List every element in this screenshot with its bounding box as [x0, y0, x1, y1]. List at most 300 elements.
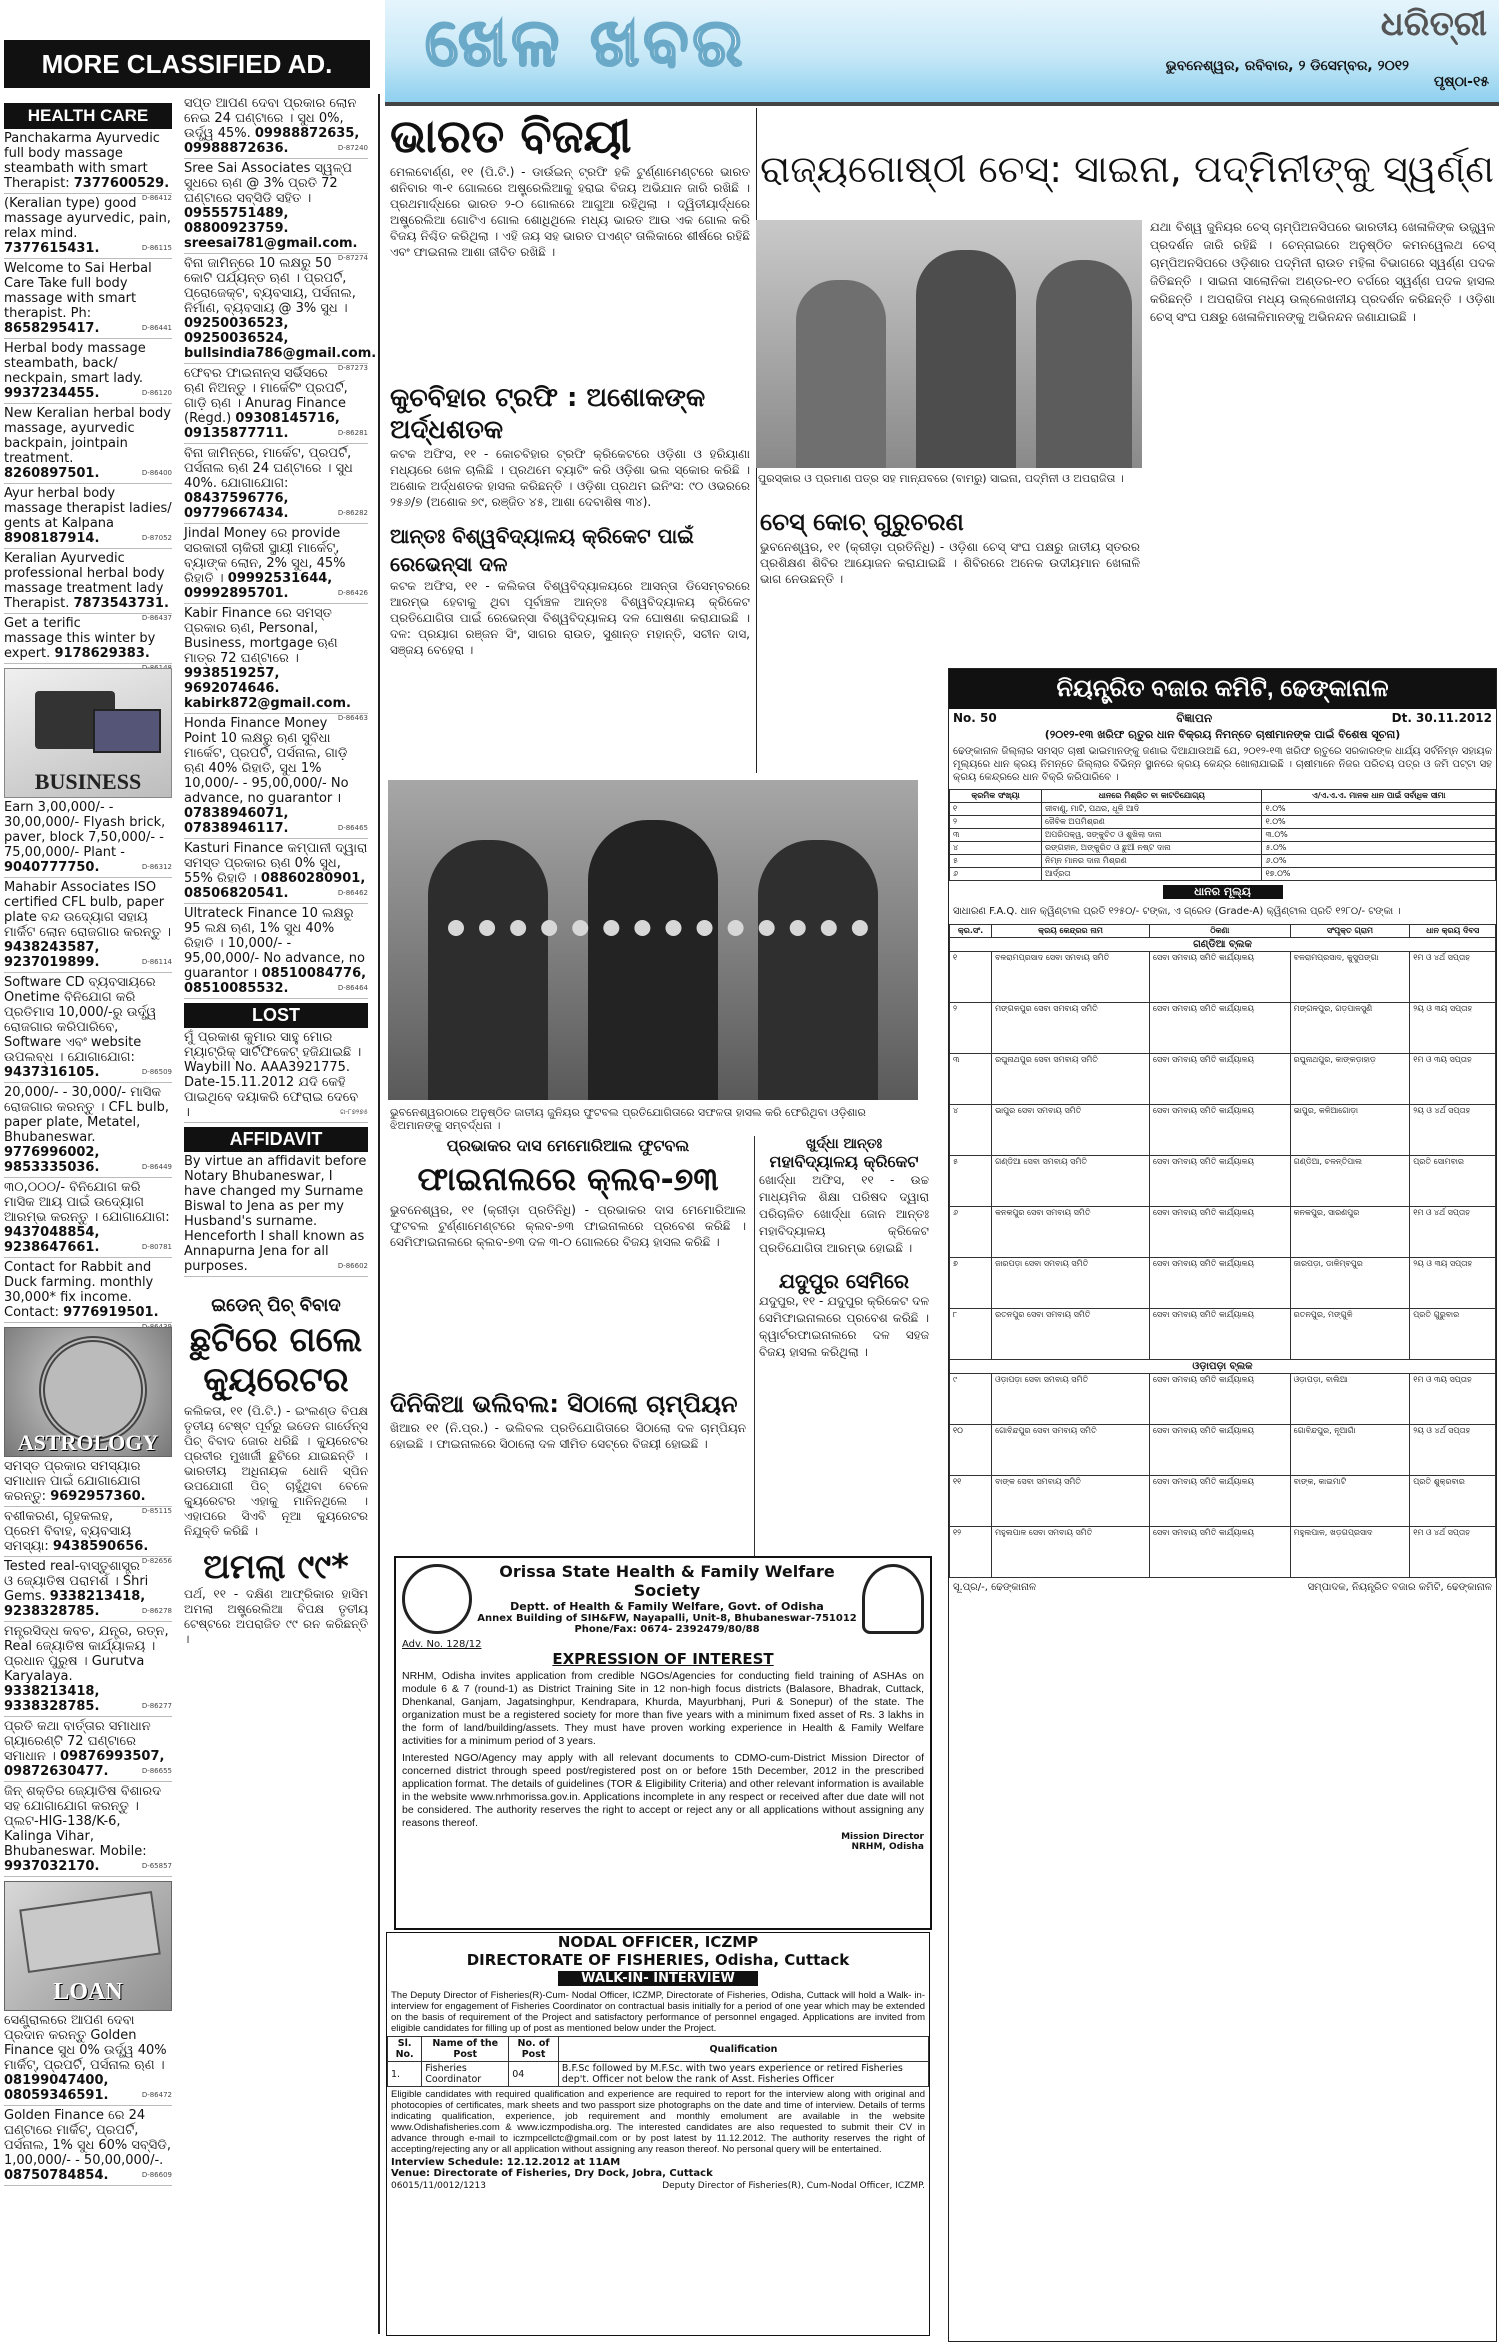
- brand-logo: ଧରିତ୍ରୀ: [1380, 4, 1487, 44]
- table-cell: ୧୧: [950, 1476, 992, 1527]
- health-ad: [4, 129, 172, 202]
- table-cell: ଜାରପଡ଼ା ସେବା ସମବାୟ ସମିତି: [992, 1258, 1150, 1309]
- volley-body: ଖିଆର ୧୧ (ନି.ପ୍ର.) - ଭଲିବଲ ପ୍ରତିଯୋଗିତାରେ ସିଠାଲୋ ଦଳ ଚାମ୍ପିୟନ ହୋଇଛି । ଫାଇନାଲରେ ସିଠାଲୋ ଦଳ ସୀମିତ ସେଟ୍‌ରେ ବିଜୟୀ ହୋଇଛି ।: [390, 1421, 746, 1451]
- ad-text: Sree Sai Associates ସ୍ୱଳ୍ପ ସୁଧରେ ଋଣ @ 3% ପ୍ରତି 72 ଘଣ୍ଟାରେ ସବ୍ସିଡି ସହିତ ।: [184, 161, 352, 206]
- fish-cell: Fisheries Coordinator: [422, 2062, 509, 2087]
- table-row: [950, 1258, 1496, 1309]
- ad-code: D-86120: [141, 389, 172, 397]
- table-cell: ସେବା ସମବାୟ ସମିତି କାର୍ଯ୍ୟାଳୟ: [1149, 1207, 1290, 1258]
- ad-text: Herbal body massage steambath, back/ neckpain, smart lady.: [4, 341, 146, 386]
- column-divider: [378, 94, 380, 2334]
- finance-ad: [184, 604, 368, 722]
- bharat-article: [390, 108, 750, 368]
- fish-col: No. of Post: [509, 2037, 559, 2062]
- guru-headline: ଚେସ୍ କୋଚ୍ ଗୁରୁଚରଣ: [760, 508, 964, 536]
- table-row: [950, 1156, 1496, 1207]
- ad-phone: 08199047400, 08059346591.: [4, 2073, 109, 2103]
- cooch-headline: କୁଚବିହାର ଟ୍ରଫି : ଅଶୋକଙ୍କ ଅର୍ଦ୍ଧଶତକ: [390, 383, 706, 445]
- table-cell: ଅପରିପକ୍ୱ, ସଙ୍କୁଚିତ ଓ ଶୁଖିଲା ଦାନା: [1041, 829, 1262, 842]
- ad-phone: 07838946071, 07838946117.: [184, 806, 289, 836]
- ad-text: Ayur herbal body massage therapist ladies/ gents at Kalpana: [4, 486, 172, 531]
- fish-footer: Eligible candidates with required qualification and experience are required to report for the interview along with original and photocopies of certificates, mark sheets and two passport size photographs on the date and time of interview. Details of terms indicating qualification, experience, job requirement and monthly emolument are available in the website www.Odishafisheries.com & www.iczmpodisha.org. The interested candidates are also requested to submit their CV in advance through e-mail to iczmpcellctc@gmail.com or by post latest by 11.12.2012. The authority reserves the right of accepting/rejecting any or all application without assigning any reason thereof. No personal query will be entertained.: [391, 2089, 925, 2155]
- ad-text: Software CD ବ୍ୟବସାୟରେ Onetime ବିନିଯୋଗ କରି ପ୍ରତିମାସ 10,000/-ରୁ ଉର୍ଦ୍ଧ୍ୱ ରୋଜଗାର କରିପାରିବେ, Software ଏବଂ website ଉପଲବ୍ଧ । ଯୋଗାଯୋଗ:: [4, 975, 157, 1065]
- table-row: [950, 868, 1496, 881]
- ad-code: D-87052: [141, 534, 172, 542]
- block-header: ଗଣ୍ଡିଆ ବ୍ଲକ: [950, 938, 1496, 952]
- table-row: [950, 1476, 1496, 1527]
- block-header: ଓଡ଼ାପଡ଼ା ବ୍ଲକ: [950, 1360, 1496, 1374]
- ad-text: Kasturi Finance କମ୍ପାନୀ ଦ୍ୱାରା ସମସ୍ତ ପ୍ରକାର ଋଣ 0% ସୁଧ, 55% ରିହାତି ।: [184, 841, 368, 886]
- ad-phone: 09308145716, 09135877711.: [184, 411, 340, 441]
- lost-notice: ମୁଁ ପ୍ରକାଶ କୁମାର ସାହୁ ମୋର ମ୍ୟାଟ୍ରିକ୍ ସାର୍ଟିଫିକେଟ୍ ହଜିଯାଇଛି । Waybill No. AAA3921775. Date-15.11.2012 ଯଦି କେହି ପାଇଥିବେ ଦୟାକରି ଫେରାଇ ଦେବେ । ଗ-୮୭୨୭୫: [184, 1028, 368, 1123]
- eden-kicker: ଇଡେନ୍ ପିଚ୍ ବିବାଦ: [211, 1295, 341, 1316]
- ad-text: ବିନା ଜାମିନ୍‌ରେ, ମାର୍କେଟ, ପ୍ରପର୍ଟି, ପର୍ସନାଲ ଋଣ 24 ଘଣ୍ଟାରେ । ସୁଧ 40%. ଯୋଗାଯୋଗ:: [184, 446, 353, 491]
- table-cell: ୧ମ ଓ ୪ର୍ଥ ସପ୍ତାହ: [1410, 952, 1496, 1003]
- table-cell: ୧: [950, 803, 1042, 816]
- amla-body: ପର୍ଥ, ୧୧ - ଦକ୍ଷିଣ ଆଫ୍ରିକାର ହାସିମ ଅମଲା ଅଷ୍ଟ୍ରେଲିଆ ବିପକ୍ଷ ତୃତୀୟ ଟେଷ୍ଟରେ ଅପରାଜିତ ୯୯ ରନ କରିଛନ୍ତି ।: [184, 1587, 368, 1646]
- table-cell: ପ୍ରତି ଶୁକ୍ରବାର: [1410, 1476, 1496, 1527]
- table-cell: ୭: [950, 1258, 992, 1309]
- table-cell: ଓଡ଼ାପଡ଼ା, ବାଲିଆ: [1290, 1374, 1410, 1425]
- table-row: [950, 855, 1496, 868]
- orissa-health-ad: [394, 1556, 932, 1930]
- finance-ad: [184, 94, 368, 159]
- table-row: [950, 842, 1496, 855]
- ad-phone: 08750784854.: [4, 2168, 109, 2183]
- table-cell: ପ୍ରତି ସୋମବାର: [1410, 1156, 1496, 1207]
- khurda-kicker: ଖୁର୍ଦ୍ଧା ଆନ୍ତଃ: [805, 1136, 883, 1152]
- table-cell: ଓଡ଼ାପଡ଼ା ସେବା ସମବାୟ ସମିତି: [992, 1374, 1150, 1425]
- table-cell: ସେବା ସମବାୟ ସମିତି କାର୍ଯ୍ୟାଳୟ: [1149, 1374, 1290, 1425]
- table-cell: ୧୨: [950, 1527, 992, 1578]
- quality-table: [949, 789, 1496, 881]
- orissa-sign1: Mission Director: [841, 1832, 924, 1842]
- business-ad: [4, 1178, 172, 1258]
- ad-text: ଜିନ୍ ଶକ୍ତିର ଜ୍ୟୋତିଷ ବିଶାରଦ ସହ ଯୋଗାଯୋଗ କରନ୍ତୁ । ପ୍ଲଟ-HIG-138/K-6, Kalinga Vihar, Bhubaneswar. Mobile:: [4, 1784, 162, 1859]
- ad-text: Earn 3,00,000/- - 30,00,000/- Flyash brick, paver, block 7,50,000/- - 75,00,000/- Plant -: [4, 800, 166, 860]
- table-cell: ରଘୁନାଥପୁର ସେବା ସମବାୟ ସମିତି: [992, 1054, 1150, 1105]
- ad-code: D-86609: [141, 2171, 172, 2179]
- table-cell: ସେବା ସମବାୟ ସମିତି କାର୍ଯ୍ୟାଳୟ: [1149, 1527, 1290, 1578]
- ad-code: D-86463: [337, 714, 368, 722]
- ad-phone: 9437316105.: [4, 1065, 100, 1080]
- fish-intro: The Deputy Director of Fisheries(R)-Cum- Nodal Officer, ICZMP, Directorate of Fisheries, Odisha, Cuttack will hold a Walk- in- interview for engagement of Fisheries Coordinator on contractual basis initially for a period of one year which may be extended on the basis of requirement of the Project and satisfactory performance of personnel engaged. Applications are invited from eligible candidates for filling up of post as mentioned below under the Project.: [391, 1990, 925, 2034]
- fish-venue: Venue: Directorate of Fisheries, Dry Dock, Jobra, Cuttack: [391, 2168, 713, 2179]
- ad-code: D-86312: [141, 863, 172, 871]
- table-cell: ସେବା ସମବାୟ ସମିତି କାର୍ଯ୍ୟାଳୟ: [1149, 952, 1290, 1003]
- fish-heading: WALK-IN- INTERVIEW: [558, 1971, 758, 1986]
- chess-body: [1150, 218, 1495, 648]
- table-cell: ୪: [950, 842, 1042, 855]
- finance-ad: [184, 524, 368, 604]
- business-ad: [4, 1258, 172, 1323]
- ad-text: Contact for Rabbit and Duck farming. monthly 30,000* fix income. Contact:: [4, 1260, 154, 1320]
- football-girls-photo: [388, 780, 918, 1100]
- table-cell: ୧ମ ଓ ୩ୟ ସପ୍ତାହ: [1410, 1054, 1496, 1105]
- centers-table: [949, 924, 1496, 1578]
- ad-phone: 9937234455.: [4, 386, 100, 401]
- fish-col: Qualification: [558, 2037, 928, 2062]
- ad-code: D-86465: [337, 824, 368, 832]
- ad-text: Welcome to Sai Herbal Care Take full body massage with smart therapist. Ph:: [4, 261, 152, 321]
- football-article: [390, 1136, 746, 1386]
- jadupur-body: ଯଦୁପୁର, ୧୧ - ଯଦୁପୁର କ୍ରିକେଟ ଦଳ ସେମିଫାଇନାଲରେ ପ୍ରବେଶ କରିଛି । କ୍ୱାର୍ଟରଫାଇନାଲରେ ଦଳ ସହଜ ବିଜୟ ହାସଲ କରିଥିଲା ।: [759, 1294, 929, 1359]
- table-cell: ୧ମ ଓ ୪ର୍ଥ ସପ୍ତାହ: [1410, 1527, 1496, 1578]
- classified-col-1: [4, 103, 172, 2335]
- table-cell: ସେବା ସମବାୟ ସମିତି କାର୍ଯ୍ୟାଳୟ: [1149, 1003, 1290, 1054]
- person-figure: [428, 840, 548, 1100]
- table-cell: ନିମ୍ନ ମାନର ଦାନା ମିଶ୍ରଣ: [1041, 855, 1262, 868]
- table-cell: ରତନପୁର ସେବା ସମବାୟ ସମିତି: [992, 1309, 1150, 1360]
- health-ad: [4, 339, 172, 404]
- ad-phone: 08510084776, 08510085532.: [184, 966, 367, 996]
- market-intro: ଢେଙ୍କାନାଳ ଜିଲ୍ଲାର ସମସ୍ତ ଚାଷୀ ଭାଇମାନଙ୍କୁ ଜଣାଇ ଦିଆଯାଉଅଛି ଯେ, ୨୦୧୨-୧୩ ଖରିଫ ଋତୁରେ ସରକାରଙ୍କ ଧାର୍ଯ୍ୟ ସର୍ବନିମ୍ନ ସହାୟକ ମୂଲ୍ୟରେ ଧାନ କ୍ରୟ ନିମନ୍ତେ ଜିଲ୍ଲାର ବିଭିନ୍ନ ସ୍ଥାନରେ କ୍ରୟ କେନ୍ଦ୍ର ଖୋଲାଯାଇଛି । ଚାଷୀମାନେ ନିଜର ପରିଚୟ ପତ୍ର ଓ ଜମି ପଟ୍ଟା ସହ କ୍ରୟ କେନ୍ଦ୍ରରେ ଧାନ ବିକ୍ରି କରିପାରିବେ ।: [953, 746, 1492, 783]
- astrology-ad: [4, 1622, 172, 1717]
- khurda-body: ଖୋର୍ଦ୍ଧା ଅଫିସ, ୧୧ - ଉଚ୍ଚ ମାଧ୍ୟମିକ ଶିକ୍ଷା ପରିଷଦ ଦ୍ୱାରା ପରିଚାଳିତ ଖୋର୍ଦ୍ଧା ଜୋନ ଆନ୍ତଃ ମହାବିଦ୍ୟାଳୟ କ୍ରିକେଟ ପ୍ରତିଯୋଗିତା ଆରମ୍ଭ ହୋଇଛି ।: [759, 1173, 929, 1255]
- table-cell: ଗୋବିନ୍ଦପୁର ସେବା ସମବାୟ ସମିତି: [992, 1425, 1150, 1476]
- ad-phone: 7377600529.: [73, 176, 170, 191]
- health-care-header: HEALTH CARE: [4, 103, 172, 129]
- table-row: [950, 1105, 1496, 1156]
- person-figure: [796, 280, 886, 468]
- garland-decoration: [448, 920, 868, 966]
- table-cell: ଭାପୁର, କଳିଆଗୋଡ଼ା: [1290, 1105, 1410, 1156]
- ad-text: ୩୦,୦୦୦/- ବିନିଯୋଗ କରି ମାସିକ ଆୟ ପାଇଁ ଉଦ୍ୟୋଗ ଆରମ୍ଭ କରନ୍ତୁ । ଯୋଗାଯୋଗ:: [4, 1180, 170, 1225]
- ad-text: Ultrateck Finance 10 ଲକ୍ଷରୁ 95 ଲକ୍ଷ ଋଣ, 1% ସୁଧ 40% ରିହାତି । 10,000/- - 95,00,000/- No advance, no guarantor ।: [184, 906, 365, 981]
- chess-caption: ପୁରସ୍କାର ଓ ପ୍ରମାଣ ପତ୍ର ସହ ମାନ୍ଯବରେ (ବାମରୁ) ସାଇନା, ପଦ୍ମିନୀ ଓ ଅପରାଜିତା ।: [758, 472, 1124, 485]
- table-cell: ସେବା ସମବାୟ ସମିତି କାର୍ଯ୍ୟାଳୟ: [1149, 1105, 1290, 1156]
- nrhm-logo: [402, 1564, 472, 1634]
- market-committee-ad: [948, 668, 1497, 2342]
- table-cell: ପ୍ରତି ଗୁରୁବାର: [1410, 1309, 1496, 1360]
- table-row: [950, 816, 1496, 829]
- fish-col: Name of the Post: [422, 2037, 509, 2062]
- ad-phone: 08437596776, 09779667434.: [184, 491, 289, 521]
- inter-article: [390, 522, 750, 762]
- khurda-article: [754, 1136, 929, 1556]
- market-foot-right: ସମ୍ପାଦକ, ନିୟନ୍ତ୍ରିତ ବଜାର କମିଟି, ଢେଙ୍କାନାଳ: [1307, 1582, 1492, 1593]
- dateline: ଭୁବନେଶ୍ୱର, ରବିବାର, ୨ ଡିସେମ୍ବର, ୨୦୧୨: [1165, 58, 1409, 74]
- loan-image: [4, 1881, 172, 2011]
- ad-code: D-86509: [141, 1068, 172, 1076]
- inter-body: କଟକ ଅଫିସ, ୧୧ - କଲିକତା ବିଶ୍ୱବିଦ୍ୟାଳୟରେ ଆସନ୍ତା ଡିସେମ୍ବରରେ ଆରମ୍ଭ ହେବାକୁ ଥିବା ପୂର୍ବାଞ୍ଚଳ ଆନ୍ତଃ ବିଶ୍ୱବିଦ୍ୟାଳୟ କ୍ରିକେଟ ପ୍ରତିଯୋଗିତା ପାଇଁ ରେଭେନ୍ସା ବିଶ୍ୱବିଦ୍ୟାଳୟ ଦଳ ଘୋଷଣା କରାଯାଇଛି । ଦଳ: ପ୍ରୟାଗ ରଞ୍ଜନ ସିଂ, ସାଗର ରାଉତ, ସୁଶାନ୍ତ ମହାନ୍ତି, ସଚୀନ ଦାସ, ସଞ୍ଜୟ ବେହେରା ।: [390, 579, 750, 657]
- banknote-icon: [19, 1891, 161, 1973]
- fish-sign: Deputy Director of Fisheries(R), Cum-Nodal Officer, ICZMP.: [662, 2181, 925, 2191]
- price-header: ଧାନର ମୂଲ୍ୟ: [1163, 885, 1283, 899]
- table-cell: ବାଙ୍କ, କାଇମାଟି: [1290, 1476, 1410, 1527]
- ad-text: Get a terific massage this winter by expert.: [4, 616, 156, 661]
- table-cell: ସେବା ସମବାୟ ସମିତି କାର୍ଯ୍ୟାଳୟ: [1149, 1156, 1290, 1207]
- eden-headline: ଛୁଟିରେ ଗଲେ କ୍ୟୁରେଟର: [189, 1320, 363, 1400]
- finance-ads-list: [184, 94, 377, 999]
- table-cell: ୧.୦%: [1262, 816, 1496, 829]
- ad-phone: 9338213418, 9338328785.: [4, 1684, 100, 1714]
- ad-code: D-86449: [141, 1163, 172, 1171]
- ad-phone: 9776919501.: [63, 1305, 159, 1320]
- business-ad: [4, 878, 172, 973]
- table-cell: ସେବା ସମବାୟ ସମିତି କାର୍ଯ୍ୟାଳୟ: [1149, 1258, 1290, 1309]
- table-cell: ୧: [950, 952, 992, 1003]
- fish-col: Sl. No.: [388, 2037, 422, 2062]
- ad-text: Jindal Money ରେ provide ସରକାରୀ ଚାକିରୀ ସ୍ଥାୟୀ ମାର୍କେଟ୍, ବ୍ୟାଙ୍କ ଲୋନ, 2% ସୁଧ, 45% ରିହାତି ।: [184, 526, 346, 586]
- ad-text: ସମସ୍ତ ପ୍ରକାର ସମସ୍ୟାର ସମାଧାନ ପାଇଁ ଯୋଗାଯୋଗ କରନ୍ତୁ:: [4, 1459, 141, 1504]
- ad-phone: 09876993507, 09872630477.: [4, 1749, 165, 1779]
- table-cell: ୨: [950, 1003, 992, 1054]
- table-row: [950, 803, 1496, 816]
- chess-headline: ରାଜ୍ୟଗୋଷ୍ଠୀ ଚେସ୍: ସାଇନା, ପଦ୍ମିନୀଙ୍କୁ ସ୍ୱର୍ଣ୍ଣ: [760, 147, 1494, 191]
- market-no: No. 50: [953, 711, 997, 725]
- ad-phone: 7873543731.: [73, 596, 169, 611]
- table-cell: ମଙ୍ଗଳପୁର ସେବା ସମବାୟ ସମିତି: [992, 1003, 1150, 1054]
- table-cell: ଜୀବାଣୁ, ମାଟି, ପଥର, ଧୂଳି ଆଦି: [1041, 803, 1262, 816]
- ad-code: D-86437: [141, 614, 172, 622]
- orissa-line3: Phone/Fax: 0674- 2392479/80/88: [574, 1624, 760, 1635]
- zodiac-wheel-icon: [39, 1336, 147, 1444]
- ad-phone: 7377615431.: [4, 241, 100, 256]
- market-subtitle: ବିଜ୍ଞାପନ: [1176, 711, 1213, 725]
- ad-code: D-86412: [141, 194, 172, 202]
- table-cell: ୬.୦%: [1262, 855, 1496, 868]
- table-cell: ୧ମ ଓ ୩ୟ ସପ୍ତାହ: [1410, 1374, 1496, 1425]
- ad-phone: 9776996002, 9853335036.: [4, 1145, 100, 1175]
- orissa-sign2: NRHM, Odisha: [851, 1842, 924, 1852]
- lost-header: LOST: [184, 1003, 368, 1028]
- chess-photo: [756, 220, 1142, 468]
- person-figure: [916, 250, 1016, 468]
- fish-schedule: Interview Schedule: 12.12.2012 at 11AM: [391, 2157, 621, 2168]
- table-cell: ସେବା ସମବାୟ ସମିତି କାର୍ଯ୍ୟାଳୟ: [1149, 1054, 1290, 1105]
- bharat-body: ମେଲବୋର୍ଣ୍ଣ, ୧୧ (ପି.ଟି.) - ଡାର୍ଉଇନ୍ ଟ୍ରଫି ହକି ଟୁର୍ଣ୍ଣାମେଣ୍ଟରେ ଭାରତ ଶନିବାର ୩-୧ ଗୋଲରେ ଅଷ୍ଟ୍ରେଲିଆକୁ ହରାଇ ବିଜୟ ଅଭିଯାନ ଜାରି ରଖିଛି । ପ୍ରଥମାର୍ଦ୍ଧରେ ଭାରତ ୨-୦ ଗୋଲରେ ଆଗୁଆ ରହିଥିଲା । ଦ୍ୱିତୀୟାର୍ଦ୍ଧରେ ଅଷ୍ଟ୍ରେଲିଆ ଗୋଟିଏ ଗୋଲ ଶୋଧିଥିଲେ ମଧ୍ୟ ଭାରତ ଆଉ ଏକ ଗୋଲ କରି ବିଜୟ ନିଶ୍ଚିତ କରିଥିଲା । ଏହି ଜୟ ସହ ଭାରତ ପଏଣ୍ଟ ତାଲିକାରେ ଶୀର୍ଷରେ ରହିଛି ଏବଂ ଫାଇନାଲ ଆଶା ଜୀବିତ ରଖିଛି ।: [390, 165, 750, 259]
- football-headline: ଫାଇନାଲରେ କ୍ଲବ-୭୩: [417, 1160, 719, 1198]
- orissa-body: NRHM, Odisha invites application from credible NGOs/Agencies for conducting field training of ASHAs on module 6 & 7 (round-1) as District Training Site in 12 non-high focus districts (Balasore, Bhadrak, Cuttack, Dhenkanal, Ganjam, Jagatsinghpur, Kendrapara, Khurda, Mayurbhanj, Puri & Sonepur) of the state. The organization must be a registered society for more than five years with a minimum fixed asset of Rs. 3 lakhs in the form of land/building/assets. They must have proven working experience in Health & Family Welfare activities for a minimum period of 3 years.: [402, 1670, 924, 1747]
- market-subtitle2: (୨୦୧୨-୧୩ ଖରିଫ ଋତୁର ଧାନ ବିକ୍ରୟ ନିମନ୍ତେ ଚାଷୀମାନଙ୍କ ପାଇଁ ବିଶେଷ ସୂଚନା): [1044, 728, 1401, 741]
- table-cell: ଜାରପଡ଼ା, ଡାଳିମ୍ବପୁର: [1290, 1258, 1410, 1309]
- ad-phone: 8908187914.: [4, 531, 100, 546]
- ad-code: D-87240: [337, 144, 368, 152]
- table-row: [950, 1207, 1496, 1258]
- fish-ref: 06015/11/0012/1213: [391, 2181, 486, 2191]
- chess-body-text: ଯଥା ବିଶ୍ୱ ଜୁନିୟର ଚେସ୍ ଚାମ୍ପିଅନସିପରେ ଭାରତୀୟ ଖେଳାଳିଙ୍କ ଉଜ୍ଜ୍ୱଳ ପ୍ରଦର୍ଶନ ଜାରି ରହିଛି । ଚେନ୍ନାଇରେ ଅନୁଷ୍ଠିତ କମନୱେଲଥ ଚେସ୍ ଚାମ୍ପିଅନସିପରେ ଓଡ଼ିଶାର ପଦ୍ମିନୀ ରାଉତ ମହିଳା ବିଭାଗରେ ସ୍ୱର୍ଣ୍ଣ ପଦକ ଜିତିଛନ୍ତି । ସାଇନା ସାଲୋନିକା ଅଣ୍ଡର-୧୦ ବର୍ଗରେ ସ୍ୱର୍ଣ୍ଣ ପଦକ ହାସଲ କରିଛନ୍ତି । ଅପରାଜିତା ମଧ୍ୟ ଉଲ୍ଲେଖନୀୟ ପ୍ରଦର୍ଶନ କରିଛନ୍ତି । ଓଡ଼ିଶା ଚେସ୍ ସଂଘ ପକ୍ଷରୁ ଖେଳାଳିମାନଙ୍କୁ ଅଭିନନ୍ଦନ ଜଣାଯାଇଛି ।: [1150, 220, 1495, 324]
- table-cell: ଆର୍ଦ୍ରତା: [1041, 868, 1262, 881]
- chess-headline-box: [760, 140, 1495, 204]
- ad-text: ସପ୍ତ ଆପଣ ଦେବା ପ୍ରକାର ଲୋନ ନେଇ 24 ଘଣ୍ଟାରେ । ସୁଧ 0%, ଉର୍ଦ୍ଧ୍ୱ 45%.: [184, 96, 357, 141]
- fish-line1: NODAL OFFICER, ICZMP: [557, 1933, 759, 1951]
- classified-header: MORE CLASSIFIED AD.: [4, 40, 370, 88]
- ad-text: Kabir Finance ରେ ସମସ୍ତ ପ୍ରକାର ଋଣ, Personal, Business, mortgage ଋଣ ମାତ୍ର 72 ଘଣ୍ଟାରେ ।: [184, 606, 338, 666]
- centers-col-header: କ୍ରୟ କେନ୍ଦ୍ରର ନାମ: [992, 925, 1150, 938]
- centers-col-header: କ୍ର.ସଂ.: [950, 925, 992, 938]
- ad-code: D-86278: [141, 1607, 172, 1615]
- orissa-org: Orissa State Health & Family Welfare Society: [499, 1562, 835, 1600]
- ad-code: D-80781: [141, 1243, 172, 1251]
- orissa-line1: Deptt. of Health & Family Welfare, Govt. of Odisha: [510, 1600, 824, 1613]
- table-cell: ୧୦: [950, 1425, 992, 1476]
- fish-cell: B.F.Sc followed by M.F.Sc. with two years experience or retired Fisheries dep't. Officer not below the rank of Asst. Fisheries Officer: [558, 2062, 928, 2087]
- affidavit-header: AFFIDAVIT: [184, 1127, 368, 1152]
- table-row: [950, 1374, 1496, 1425]
- ad-phone: 9437048854, 9238647661.: [4, 1225, 100, 1255]
- masthead-banner: [385, 0, 1499, 106]
- ad-code: D-86464: [337, 984, 368, 992]
- table-cell: ୫.୦%: [1262, 842, 1496, 855]
- table-row: [950, 1054, 1496, 1105]
- jadupur-headline: ଯଦୁପୁର ସେମିରେ: [778, 1269, 910, 1293]
- table-cell: ୨ୟ ଓ ୩ୟ ସପ୍ତାହ: [1410, 1258, 1496, 1309]
- table-cell: ୧ମ ଓ ୪ର୍ଥ ସପ୍ତାହ: [1410, 1207, 1496, 1258]
- ad-phone: 9178629383.: [54, 646, 150, 661]
- table-cell: ଗୋବିନ୍ଦପୁର, ନୂଆଗାଁ: [1290, 1425, 1410, 1476]
- table-cell: ସେବା ସମବାୟ ସମିତି କାର୍ଯ୍ୟାଳୟ: [1149, 1425, 1290, 1476]
- orissa-line2: Annex Building of SIH&FW, Nayapalli, Unit-8, Bhubaneswar-751012: [477, 1613, 857, 1624]
- ad-text: Honda Finance Money Point 10 ଲକ୍ଷରୁ ଋଣ ସୁବିଧା ମାର୍କେଟ, ପ୍ରପର୍ଟି, ପର୍ସନାଲ, ଗାଡ଼ି ଋଣ 40% ରିହାତି, ସୁଧ 1% 10,000/- - 95,00,000/- No advance, no guarantor ।: [184, 716, 349, 806]
- ad-text: ମନ୍ତ୍ରସିଦ୍ଧ କବଚ, ଯନ୍ତ୍ର, ରତ୍ନ, Real ଜ୍ୟୋତିଷ କାର୍ଯ୍ୟାଳୟ । ପ୍ରଧାନ ପୁରୁଷ । Gurutva Karyalaya.: [4, 1624, 169, 1684]
- ad-text: Keralian Ayurvedic professional herbal body massage treatment lady Therapist.: [4, 551, 165, 611]
- table-cell: ୨ୟ ଓ ୪ର୍ଥ ସପ୍ତାହ: [1410, 1425, 1496, 1476]
- ad-phone: 08860280901, 08506820541.: [184, 871, 366, 901]
- fish-cell: 1.: [388, 2062, 422, 2087]
- ad-text: (Keralian type) good massage ayurvedic, pain, relax mind.: [4, 196, 171, 241]
- centers-col-header: ଧାନ କ୍ରୟ ଦିବସ: [1410, 925, 1496, 938]
- table-cell: ଗଣ୍ଡିଆ ସେବା ସମବାୟ ସମିତି: [992, 1156, 1150, 1207]
- loan-ad: [4, 2106, 172, 2186]
- ad-code: D-86462: [337, 889, 368, 897]
- laptop-icon: [93, 709, 161, 753]
- table-cell: ୬: [950, 1207, 992, 1258]
- ad-phone: 9338213418, 9238328785.: [4, 1589, 146, 1619]
- ad-code: D-87273: [337, 364, 368, 372]
- football-photo-caption: ଭୁବନେଶ୍ୱରଠାରେ ଅନୁଷ୍ଠିତ ଜାତୀୟ ଜୁନିୟର ଫୁଟବଲ ପ୍ରତିଯୋଗିତାରେ ସଫଳତା ହାସଲ କରି ଫେରିଥିବା ଓଡ଼ିଶାର ଝିଅମାନଙ୍କୁ ସମ୍ବର୍ଦ୍ଧନା ।: [390, 1106, 866, 1132]
- finance-ad: [184, 714, 368, 839]
- quality-col-header: ଏ/ଏ.ଏ.ଏ. ମାନକ ଧାନ ପାଇଁ ସର୍ବାଧିକ ସୀମା: [1262, 790, 1496, 803]
- govt-emblem-icon: [862, 1564, 924, 1634]
- centers-col-header: ଠିକଣା: [1149, 925, 1290, 938]
- affidavit-notice: By virtue an affidavit before Notary Bhubaneswar, I have changed my Surname Biswal to Jena as per my Husband's surname. Henceforth I shall known as Annapurna Jena for all purposes. D-86602: [184, 1152, 368, 1277]
- ad-text: ପ୍ରତି କଥା ବାର୍ତ୍ତାର ସମାଧାନ ଗ୍ୟାରେଣ୍ଟି 72 ଘଣ୍ଟାରେ ସମାଧାନ ।: [4, 1719, 151, 1764]
- ad-phone: 9438243587, 9237019899.: [4, 940, 100, 970]
- price-text: ସାଧାରଣ F.A.Q. ଧାନ କ୍ୱିଣ୍ଟାଲ ପ୍ରତି ୧୨୫୦/- ଟଙ୍କା, ଏ ଗ୍ରେଡ (Grade-A) କ୍ୱିଣ୍ଟାଲ ପ୍ରତି ୧୨୮୦/- ଟଙ୍କା ।: [953, 906, 1401, 917]
- table-cell: ରଙ୍ଗହୀନ, ଅଙ୍କୁରିତ ଓ ଛୁଆଁ ନଷ୍ଟ ଦାନା: [1041, 842, 1262, 855]
- table-cell: ୪: [950, 1105, 992, 1156]
- table-cell: ବଳରାମପ୍ରସାଦ, କୁସୁପଙ୍ଗା: [1290, 952, 1410, 1003]
- astrology-label: ASTROLOGY: [17, 1430, 159, 1455]
- table-cell: ବାଙ୍କ ସେବା ସମବାୟ ସମିତି: [992, 1476, 1150, 1527]
- table-cell: ୮: [950, 1309, 992, 1360]
- ad-code: D-86115: [141, 244, 172, 252]
- table-cell: ୩: [950, 829, 1042, 842]
- ad-code: D-86655: [141, 1767, 172, 1775]
- football-body: ଭୁବନେଶ୍ୱର, ୧୧ (କ୍ରୀଡ଼ା ପ୍ରତିନିଧି) - ପ୍ରଭାକର ଦାସ ମେମୋରିଆଲ ଫୁଟବଲ ଟୁର୍ଣ୍ଣାମେଣ୍ଟରେ କ୍ଲବ-୭୩ ଫାଇନାଲରେ ପ୍ରବେଶ କରିଛି । ସେମିଫାଇନାଲରେ କ୍ଲବ-୭୩ ଦଳ ୩-୦ ଗୋଲରେ ବିଜୟ ହାସଲ କରିଛି ।: [390, 1203, 746, 1249]
- market-foot-left: ସୂ.ପ୍ର/-, ଢେଙ୍କାନାଳ: [953, 1582, 1037, 1593]
- football-kicker: ପ୍ରଭାକର ଦାସ ମେମୋରିଆଲ ଫୁଟବଲ: [446, 1136, 690, 1155]
- finance-ad: [184, 839, 368, 904]
- eden-body: କଲିକତା, ୧୧ (ପି.ଟି.) - ଇଂଲଣ୍ଡ ବିପକ୍ଷ ତୃତୀୟ ଟେଷ୍ଟ ପୂର୍ବରୁ ଇଡେନ ଗାର୍ଡେନ୍ସ ପିଚ୍ ବିବାଦ ଜୋର ଧରିଛି । କ୍ୟୁରେଟର ପ୍ରବୀର ମୁଖାର୍ଜୀ ଛୁଟିରେ ଯାଇଛନ୍ତି । ଭାରତୀୟ ଅଧିନାୟକ ଧୋନି ସ୍ପିନ ଉପଯୋଗୀ ପିଚ୍ ଚାହୁଁଥିବା ବେଳେ କ୍ୟୁରେଟର ଏହାକୁ ମାନିନଥିଲେ । ଏହାପରେ ସିଏବି ନୂଆ କ୍ୟୁରେଟର ନିଯୁକ୍ତି କରିଛି ।: [184, 1404, 368, 1538]
- classified-col-2: [184, 94, 377, 2334]
- person-figure: [1036, 260, 1132, 468]
- table-row: [950, 829, 1496, 842]
- table-cell: ୧୭.୦%: [1262, 868, 1496, 881]
- finance-ad: [184, 364, 368, 444]
- centers-col-header: ସଂପୃକ୍ତ ଗ୍ରାମ: [1290, 925, 1410, 938]
- loan-ad: [4, 2011, 172, 2106]
- ad-text: Golden Finance ରେ 24 ଘଣ୍ଟାରେ ମାର୍କିଟ୍, ପ୍ରପର୍ଟି, ପର୍ସନାଲ, 1% ସୁଧ 60% ସବ୍ସିଡି, 1,00,000/- - 50,00,000/-.: [4, 2108, 172, 2168]
- ad-phone: 09555751489, 08800923759. sreesai781@gmail.com.: [184, 206, 358, 251]
- ad-code: D-86400: [141, 469, 172, 477]
- table-cell: ୫: [950, 855, 1042, 868]
- table-cell: ୩: [950, 1054, 992, 1105]
- astrology-image: [4, 1327, 172, 1457]
- amla-headline: ଅମଲା ୯୯*: [203, 1547, 349, 1587]
- khurda-headline: ମହାବିଦ୍ୟାଳୟ କ୍ରିକେଟ: [769, 1152, 919, 1171]
- table-row: [950, 1003, 1496, 1054]
- table-cell: ୬: [950, 868, 1042, 881]
- table-cell: ସେବା ସମବାୟ ସମିତି କାର୍ଯ୍ୟାଳୟ: [1149, 1476, 1290, 1527]
- page-number: ପୃଷ୍ଠା-୧୫: [1433, 74, 1489, 90]
- table-cell: ୨ୟ ଓ ୪ର୍ଥ ସପ୍ତାହ: [1410, 1105, 1496, 1156]
- ad-code: D-85115: [141, 1507, 172, 1515]
- table-cell: ରଘୁନାଥପୁର, କାଙ୍କଡ଼ାହାଡ଼: [1290, 1054, 1410, 1105]
- table-cell: ମହୁଲପାଳ, ଖଡ଼ଗପ୍ରସାଦ: [1290, 1527, 1410, 1578]
- table-cell: ବଳରାମପ୍ରସାଦ ସେବା ସମବାୟ ସମିତି: [992, 952, 1150, 1003]
- astrology-ad: [4, 1717, 172, 1782]
- ad-text: New Keralian herbal body massage, ayurvedic backpain, jointpain treatment.: [4, 406, 171, 466]
- volley-headline: ଦିନିକିଆ ଭଲିବଲ: ସିଠାଲୋ ଚାମ୍ପିୟନ: [390, 1390, 738, 1418]
- table-cell: ଭାପୁର ସେବା ସମବାୟ ସମିତି: [992, 1105, 1150, 1156]
- table-cell: କନକପୁର, ସାରଣପୁର: [1290, 1207, 1410, 1258]
- table-cell: ଗଣ୍ଡିଆ, ଚଳନ୍ତିପାଲ: [1290, 1156, 1410, 1207]
- table-cell: ୧.୦%: [1262, 803, 1496, 816]
- business-label: BUSINESS: [34, 769, 142, 794]
- market-date: Dt. 30.11.2012: [1391, 711, 1492, 725]
- loan-label: LOAN: [53, 1979, 123, 2005]
- ad-phone: 9937032170.: [4, 1859, 100, 1874]
- astrology-ads-list: [4, 1457, 172, 1877]
- ad-code: D-86426: [337, 589, 368, 597]
- ad-text: ଫେବର ଫାଇନାନ୍ସ ସର୍ଭିସରେ ଋଣ ନିଅନ୍ତୁ । ମାର୍କେଟିଂ ପ୍ରପର୍ଟି, ଗାଡ଼ି ଋଣ । Anurag Finance (Regd.): [184, 366, 348, 426]
- bharat-headline: ଭାରତ ବିଜୟୀ: [390, 109, 632, 163]
- market-title: ନିୟନ୍ତ୍ରିତ ବଜାର କମିଟି, ଢେଙ୍କାନାଳ: [949, 669, 1496, 709]
- quality-col-header: ଧାନରେ ମିଶ୍ରିତ ବା କାଟତିଯୋଗ୍ୟ: [1041, 790, 1262, 803]
- health-ad: [4, 259, 172, 339]
- table-row: [950, 952, 1496, 1003]
- table-cell: ୨: [950, 816, 1042, 829]
- finance-ad: [184, 904, 368, 999]
- ad-phone: 9692957360.: [50, 1489, 146, 1504]
- loan-ads-list: [4, 2011, 172, 2186]
- table-cell: ଜୈବିକ ଅପମିଶ୍ରଣ: [1041, 816, 1262, 829]
- business-ad: [4, 1083, 172, 1178]
- ad-text: ସେଣ୍ଟ୍ରାଲରେ ଆପଣ ଦେବା ପ୍ରଦାନ କରନ୍ତୁ Golden Finance ସୁଧ 0% ଉର୍ଦ୍ଧ୍ୱ 40% ମାର୍କିଟ୍, ପ୍ରପର୍ଟି, ପର୍ସନାଲ ଋଣ ।: [4, 2013, 167, 2073]
- business-image: [4, 668, 172, 798]
- ad-code: D-65857: [141, 1862, 172, 1870]
- person-figure: [758, 840, 878, 1100]
- ad-phone: 8260897501.: [4, 466, 100, 481]
- table-cell: କନକପୁର ସେବା ସମବାୟ ସମିତି: [992, 1207, 1150, 1258]
- health-ad: [4, 484, 172, 549]
- business-ad: [4, 973, 172, 1083]
- ad-text: Tested real-ବାସ୍ତୁଶାସ୍ତ୍ର ଓ ଜ୍ୟୋତିଷ ପରାମର୍ଶ । Shri Gems.: [4, 1559, 149, 1604]
- ad-code: D-86114: [141, 958, 172, 966]
- finance-ad: [184, 444, 368, 524]
- business-ads-list: [4, 798, 172, 1323]
- ad-code: D-82656: [141, 1557, 172, 1565]
- fish-table: [387, 2036, 929, 2087]
- cooch-body: କଟକ ଅଫିସ, ୧୧ - କୋଚବିହାର ଟ୍ରଫି କ୍ରିକେଟରେ ଓଡ଼ିଶା ଓ ହରିୟାଣା ମଧ୍ୟରେ ଖେଳ ଚାଲିଛି । ପ୍ରଥମେ ବ୍ୟାଟିଂ କରି ଓଡ଼ିଶା ଭଲ ସ୍କୋର କରିଛି । ଅଶୋକ ଅର୍ଦ୍ଧଶତକ ହାସଲ କରିଛନ୍ତି । ଓଡ଼ିଶା ପ୍ରଥମ ଇନିଂସ: ୯୦ ଓଭରରେ ୨୫୬/୭ (ଅଶୋକ ୭୯, ରଞ୍ଜିତ ୪୫, ଆଶା ଦେବାଶିଷ ୩୪).: [390, 447, 750, 509]
- table-cell: ୨ୟ ଓ ୩ୟ ସପ୍ତାହ: [1410, 1003, 1496, 1054]
- table-cell: ମଙ୍ଗଳପୁର, ଗଡ଼ପାଳସୁଣି: [1290, 1003, 1410, 1054]
- ad-phone: 9040777750.: [4, 860, 100, 875]
- guru-body: ଭୁବନେଶ୍ୱର, ୧୧ (କ୍ରୀଡ଼ା ପ୍ରତିନିଧି) - ଓଡ଼ିଶା ଚେସ୍ ସଂଘ ପକ୍ଷରୁ ଜାତୀୟ ସ୍ତରର ପ୍ରଶିକ୍ଷଣ ଶିବିର ଆୟୋଜନ କରାଯାଇଛି । ଶିବିରରେ ଅନେକ ଉଦୀୟମାନ ଖେଳାଳି ଭାଗ ନେଉଛନ୍ତି ।: [760, 540, 1140, 586]
- table-row: [950, 1425, 1496, 1476]
